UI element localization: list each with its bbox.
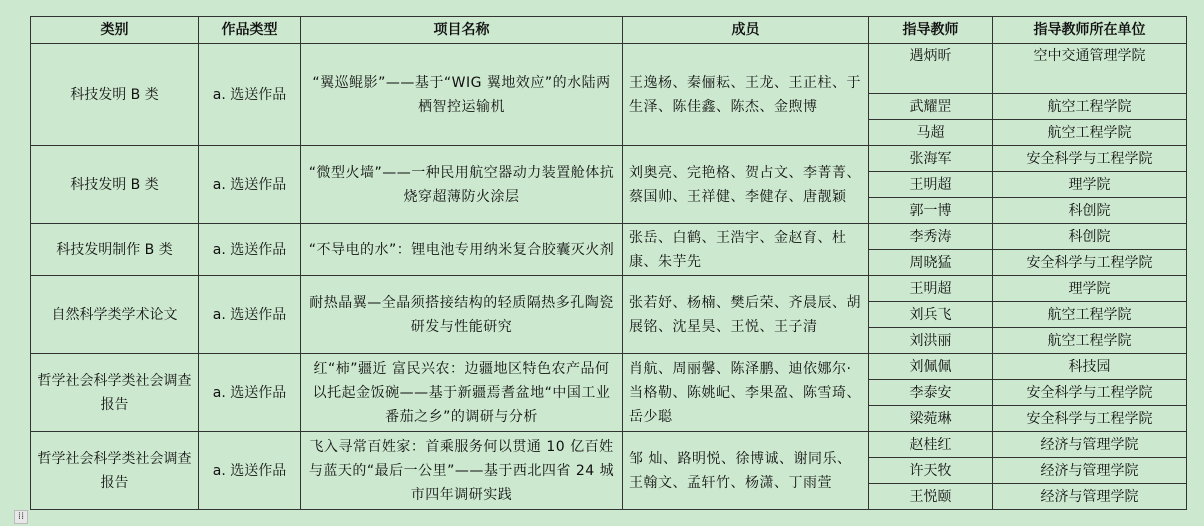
- cell-advisor: 刘洪丽: [869, 328, 993, 354]
- cell-category: 科技发明 B 类: [31, 146, 199, 224]
- cell-advisor-unit: 科创院: [993, 198, 1187, 224]
- cell-advisor-unit: 空中交通管理学院: [993, 44, 1187, 94]
- cell-project: “微型火墙”——一种民用航空器动力装置舱体抗烧穿超薄防火涂层: [301, 146, 623, 224]
- table-row: [31, 276, 1187, 302]
- awards-table: [30, 16, 1187, 510]
- cell-project: 耐热晶翼—全晶须搭接结构的轻质隔热多孔陶瓷研发与性能研究: [301, 276, 623, 354]
- header-advisor: 指导教师: [869, 17, 993, 44]
- cell-advisor-unit: 安全科学与工程学院: [993, 380, 1187, 406]
- cell-members: 肖航、周丽馨、陈泽鹏、迪依娜尔·当格勒、陈姚屺、李果盈、陈雪琦、岳少聪: [623, 354, 869, 432]
- cell-advisor-unit: 航空工程学院: [993, 328, 1187, 354]
- cell-advisor-unit: 航空工程学院: [993, 302, 1187, 328]
- cell-advisor-unit: 航空工程学院: [993, 120, 1187, 146]
- cell-advisor: 武耀罡: [869, 94, 993, 120]
- cell-advisor-unit: 科创院: [993, 224, 1187, 250]
- table-row: [31, 432, 1187, 458]
- cell-advisor-unit: 科技园: [993, 354, 1187, 380]
- cell-advisor: 郭一博: [869, 198, 993, 224]
- cell-advisor: 赵桂红: [869, 432, 993, 458]
- cell-advisor-unit: 安全科学与工程学院: [993, 146, 1187, 172]
- cell-advisor: 王明超: [869, 172, 993, 198]
- table-row: [31, 146, 1187, 172]
- cell-advisor: 李泰安: [869, 380, 993, 406]
- cell-work-type: a. 选送作品: [199, 354, 301, 432]
- table-row: [31, 354, 1187, 380]
- cell-work-type: a. 选送作品: [199, 276, 301, 354]
- cell-advisor-unit: 经济与管理学院: [993, 484, 1187, 510]
- cell-advisor: 刘兵飞: [869, 302, 993, 328]
- cell-project: 红“柿”疆近 富民兴农：边疆地区特色农产品何以托起金饭碗——基于新疆焉耆盆地“中国工业番茄之乡”的调研与分析: [301, 354, 623, 432]
- cell-advisor: 梁菀琳: [869, 406, 993, 432]
- cell-advisor-unit: 理学院: [993, 276, 1187, 302]
- cell-work-type: a. 选送作品: [199, 146, 301, 224]
- cell-advisor-unit: 经济与管理学院: [993, 432, 1187, 458]
- table-body: [31, 44, 1187, 510]
- cell-advisor: 张海军: [869, 146, 993, 172]
- cell-advisor-unit: 理学院: [993, 172, 1187, 198]
- cell-project: 飞入寻常百姓家：首乘服务何以贯通 10 亿百姓与蓝天的“最后一公里”——基于西北四省 24 城市四年调研实践: [301, 432, 623, 510]
- cell-work-type: a. 选送作品: [199, 224, 301, 276]
- cell-work-type: a. 选送作品: [199, 432, 301, 510]
- cell-advisor-unit: 安全科学与工程学院: [993, 250, 1187, 276]
- cell-advisor: 李秀涛: [869, 224, 993, 250]
- cell-advisor: 马超: [869, 120, 993, 146]
- header-work-type: 作品类型: [199, 17, 301, 44]
- cell-category: 哲学社会科学类社会调查报告: [31, 354, 199, 432]
- cell-work-type: a. 选送作品: [199, 44, 301, 146]
- header-category: 类别: [31, 17, 199, 44]
- cell-advisor: 许天牧: [869, 458, 993, 484]
- cell-advisor: 王明超: [869, 276, 993, 302]
- cell-members: 张若妤、杨楠、樊后荣、齐晨辰、胡展铭、沈星昊、王悦、王子清: [623, 276, 869, 354]
- cell-project: “不导电的水”：锂电池专用纳米复合胶囊灭火剂: [301, 224, 623, 276]
- header-advisor-unit: 指导教师所在单位: [993, 17, 1187, 44]
- header-members: 成员: [623, 17, 869, 44]
- cell-advisor: 王悦颐: [869, 484, 993, 510]
- cell-members: 张岳、白鹤、王浩宇、金赵育、杜康、朱芋先: [623, 224, 869, 276]
- cell-category: 科技发明制作 B 类: [31, 224, 199, 276]
- table-header-row: [31, 17, 1187, 44]
- cell-advisor-unit: 航空工程学院: [993, 94, 1187, 120]
- table-row: [31, 44, 1187, 94]
- cell-advisor-unit: 经济与管理学院: [993, 458, 1187, 484]
- cell-members: 刘奥亮、完艳格、贺占文、李菁菁、蔡国帅、王祥健、李健存、唐靓颖: [623, 146, 869, 224]
- cell-members: 邹 灿、路明悦、徐博诚、谢同乐、王翰文、孟轩竹、杨潇、丁雨萱: [623, 432, 869, 510]
- cell-advisor: 周晓猛: [869, 250, 993, 276]
- cell-advisor-unit: 安全科学与工程学院: [993, 406, 1187, 432]
- cell-advisor: 遇炳昕: [869, 44, 993, 94]
- cell-category: 科技发明 B 类: [31, 44, 199, 146]
- cell-project: “翼巡鲲影”——基于“WIG 翼地效应”的水陆两栖智控运输机: [301, 44, 623, 146]
- cell-advisor: 刘佩佩: [869, 354, 993, 380]
- header-project: 项目名称: [301, 17, 623, 44]
- cell-members: 王逸杨、秦俪耘、王龙、王正柱、于生泽、陈佳鑫、陈杰、金煦博: [623, 44, 869, 146]
- cell-category: 自然科学类学术论文: [31, 276, 199, 354]
- cell-category: 哲学社会科学类社会调查报告: [31, 432, 199, 510]
- table-move-handle-icon[interactable]: ⁞⁞: [14, 510, 28, 524]
- table-row: [31, 224, 1187, 250]
